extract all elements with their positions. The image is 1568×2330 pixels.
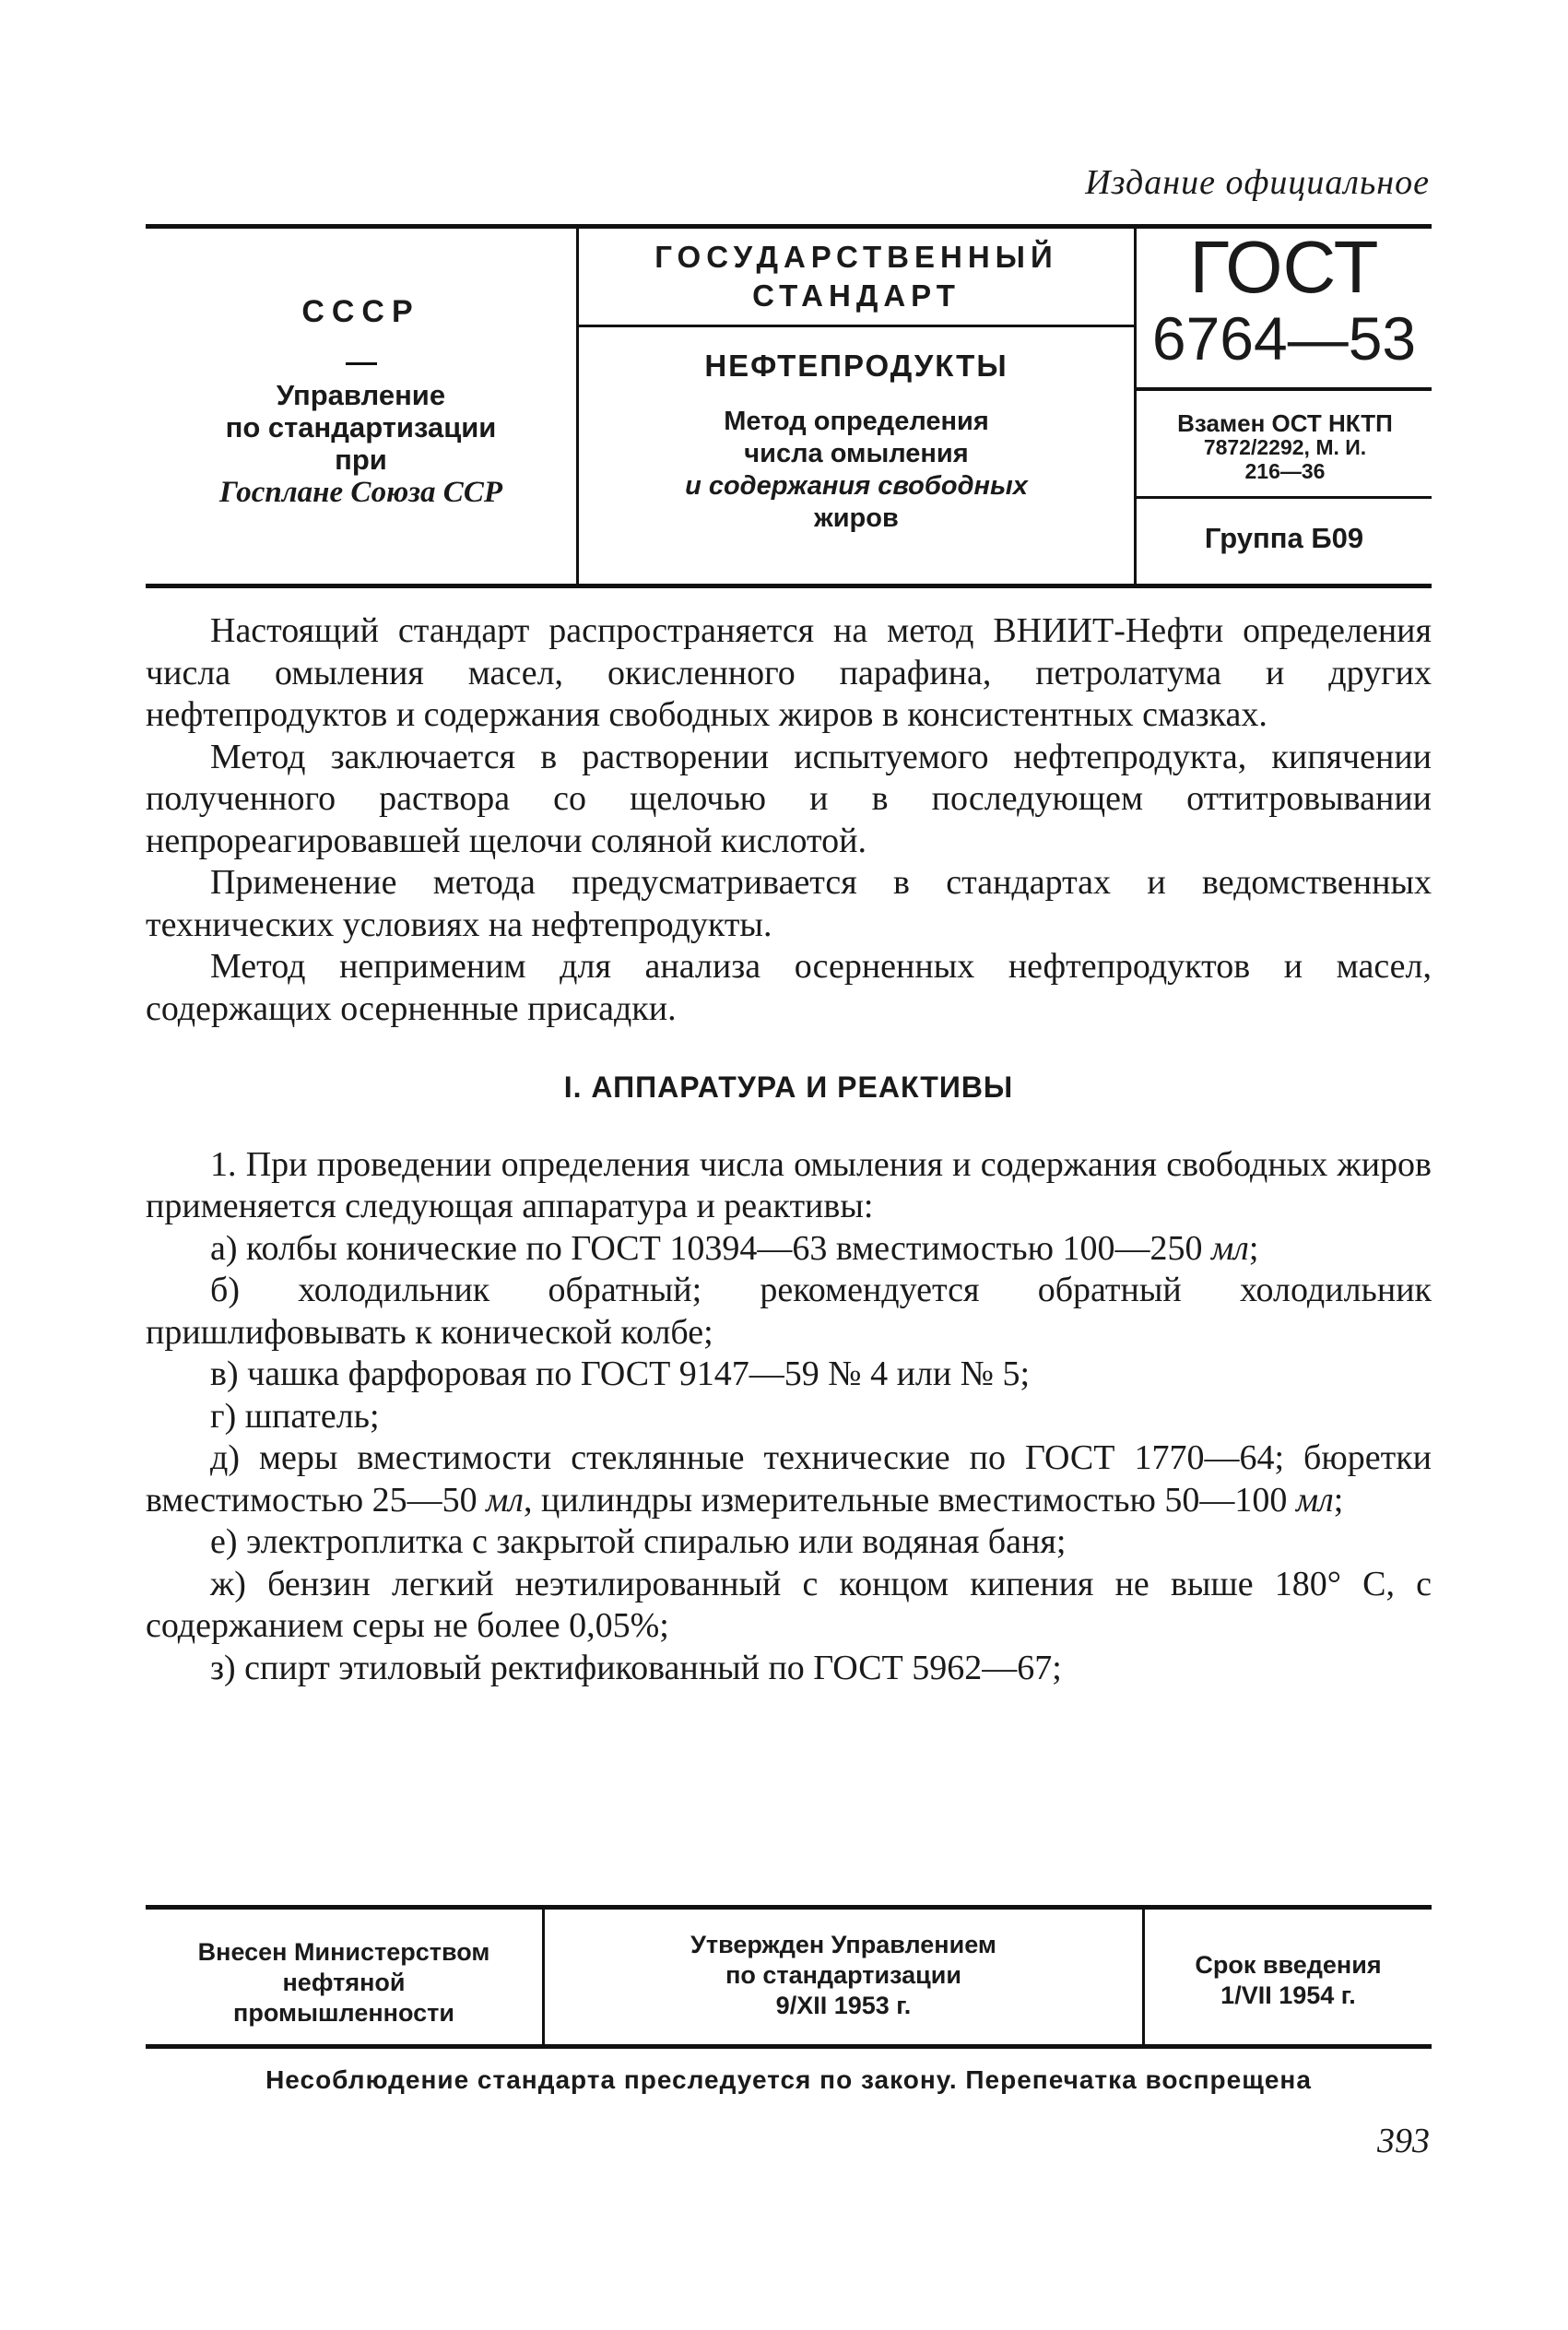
unit-ml: мл: [486, 1480, 524, 1520]
paragraph: Применение метода предусматривается в стандартах и ведомственных технических условиях на нефтепродукты.: [146, 863, 1432, 944]
paragraph: Метод заключается в растворении испытуемого нефтепродукта, кипячении полученного раствора со щелочью и в последующем оттитровывании непрореагировавшей щелочи соляной кислотой.: [146, 737, 1432, 860]
issuer-org: [146, 379, 576, 508]
replaces-line: Взамен ОСТ НКТП: [1177, 409, 1393, 437]
list-item-z: з) спирт этиловый ректификованный по ГОСТ 5962—67;: [210, 1648, 1062, 1687]
edition-label: Издание официальное: [1085, 163, 1430, 202]
state-standard-label: [579, 238, 1134, 315]
replaces-line: 216—36: [1244, 459, 1326, 483]
document-body: [146, 610, 1432, 1689]
approved-line: по стандартизации: [725, 1961, 961, 1989]
title-separator: [579, 325, 1134, 327]
issuer-line: Управление: [276, 379, 446, 411]
header-table: [146, 224, 1432, 588]
item-text: , цилиндры измерительные вместимостью 50—100: [523, 1480, 1296, 1520]
issuer-line: по стандартизации: [225, 411, 497, 444]
gost-label: ГОСТ: [1189, 226, 1379, 308]
approved-by: [545, 1930, 1142, 2021]
standard-title: НЕФТЕПРОДУКТЫ: [704, 349, 1008, 383]
list-item-b: б) холодильник обратный; рекомендуется обратный холодильник пришлифовывать к конической колбе;: [146, 1271, 1432, 1352]
effective-date: [1145, 1950, 1432, 2011]
method-subtitle: [579, 406, 1134, 535]
list-item-g: г) шпатель;: [210, 1396, 380, 1436]
item-text: ;: [1248, 1228, 1259, 1268]
replaces-line: 7872/2292, М. И.: [1203, 435, 1367, 459]
replaces-note: [1142, 411, 1428, 483]
method-line: жиров: [814, 503, 899, 533]
method-line: Метод определения: [724, 407, 989, 436]
gost-number: 6764—53: [1151, 304, 1417, 373]
effective-line: 1/VII 1954 г.: [1220, 1981, 1356, 2009]
paragraph: Настоящий стандарт распространяется на метод ВНИИТ-Нефти определения числа омыления масел, окисленного парафина, петролатума и других нефтепродуктов и содержания свободных жиров в консистентных смазках.: [146, 611, 1432, 734]
header-gost-block: [1137, 226, 1432, 584]
introduced-line: промышленности: [233, 1999, 454, 2027]
page-number: 393: [1377, 2122, 1430, 2160]
state-standard-line-2: СТАНДАРТ: [752, 278, 961, 313]
item-text: д) меры вместимости стеклянные технические по ГОСТ 1770—64; бюретки вместимостью 25—50: [146, 1438, 1432, 1520]
footer-table: [146, 1905, 1432, 2049]
dash-divider: [146, 339, 576, 373]
introduced-line: нефтяной: [282, 1969, 406, 1996]
list-item-v: в) чашка фарфоровая по ГОСТ 9147—59 № 4 или № 5;: [210, 1354, 1031, 1393]
legal-notice: Несоблюдение стандарта преследуется по закону. Перепечатка воспрещена: [265, 2065, 1312, 2094]
introduced-by: [146, 1937, 542, 2028]
approved-line: 9/XII 1953 г.: [775, 1992, 912, 2019]
unit-ml: мл: [1295, 1480, 1334, 1520]
header-title-block: [579, 229, 1134, 584]
clause-1-intro: 1. При проведении определения числа омыления и содержания свободных жиров применяется следующая аппаратура и реактивы:: [146, 1144, 1432, 1225]
group-separator: [1137, 496, 1432, 499]
approved-line: Утвержден Управлением: [690, 1931, 996, 1958]
unit-ml: мл: [1211, 1228, 1249, 1268]
header-issuer: [146, 229, 576, 584]
country-label: СССР: [301, 294, 420, 329]
gost-separator: [1137, 387, 1432, 391]
issuer-line-italic: Госплане Союза ССР: [218, 476, 502, 509]
paragraph: Метод неприменим для анализа осерненных нефтепродуктов и масел, содержащих осерненные присадки.: [146, 947, 1432, 1028]
method-line-italic: и содержания свободных: [685, 471, 1028, 501]
method-line: числа омыления: [744, 439, 969, 468]
list-item-e: е) электроплитка с закрытой спиралью или водяная баня;: [210, 1522, 1067, 1561]
introduced-line: Внесен Министерством: [197, 1938, 490, 1966]
item-text: а) колбы конические по ГОСТ 10394—63 вместимостью 100—250: [210, 1228, 1212, 1268]
list-item-a: [146, 1228, 1432, 1271]
state-standard-line-1: ГОСУДАРСТВЕННЫЙ: [654, 240, 1058, 274]
issuer-line: при: [335, 444, 387, 476]
effective-line: Срок введения: [1195, 1951, 1382, 1979]
item-text: ;: [1333, 1480, 1344, 1520]
group-label: Группа Б09: [1204, 522, 1364, 554]
list-item-zh: ж) бензин легкий неэтилированный с концом кипения не выше 180° С, с содержанием серы не более 0,05%;: [146, 1564, 1432, 1645]
section-heading: I. АППАРАТУРА И РЕАКТИВЫ: [563, 1070, 1014, 1104]
list-item-d: [146, 1437, 1432, 1521]
